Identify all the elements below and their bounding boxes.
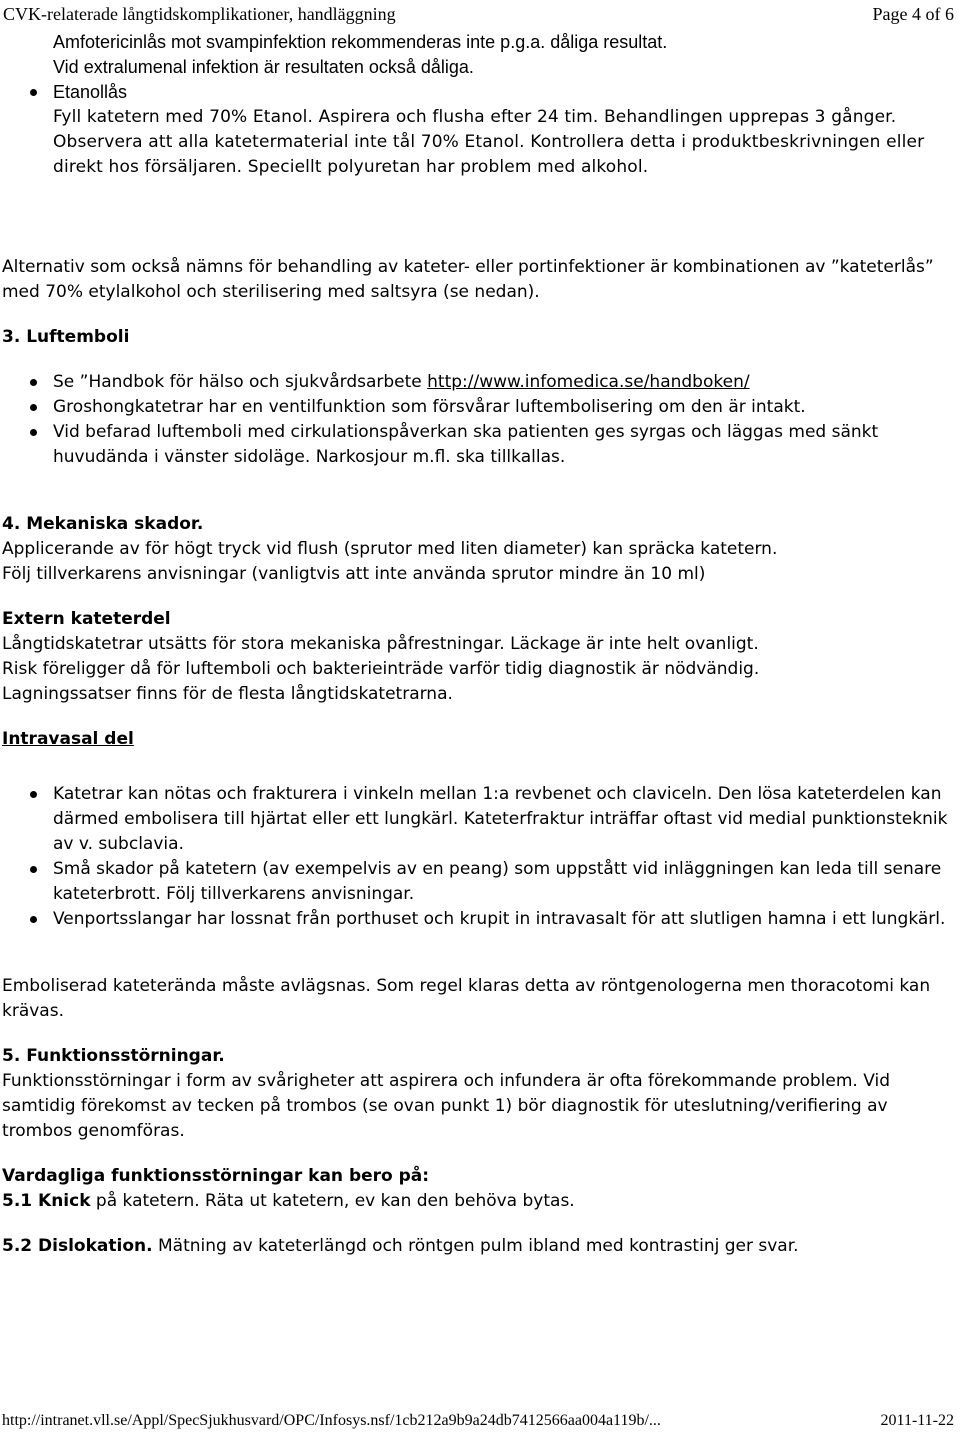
knick-paragraph [2,1189,958,1214]
dislokation-text: Mätning av kateterlängd och röntgen pulm ibland med kontrastinj ger svar. [152,1236,799,1256]
vardagliga-heading-text: Vardagliga funktionsstörningar kan bero på: [2,1166,430,1186]
infomedica-link[interactable]: http://www.infomedica.se/handboken/ [427,372,750,392]
footer-url[interactable]: http://intranet.vll.se/Appl/SpecSjukhusvard/OPC/Infosys.nsf/1cb212a9b9a24db7412566aa004a119b/... [2,1412,661,1429]
list-item-sma-skador: Små skador på katetern (av exempelvis av en peang) som uppstått vid inläggningen kan leda till senare kateterbrott. Följ tillverkarens anvisningar. [2,857,958,907]
page-footer [2,1410,954,1432]
etanollas-title: Etanollås [53,82,128,102]
anvisningar-paragraph: Följ tillverkarens anvisningar (vanligtvis att inte använda sprutor mindre än 10 ml) [2,564,706,584]
top-continuation [2,30,958,180]
amfotericin-line: Amfotericinlås mot svampinfektion rekommenderas inte p.g.a. dåliga resultat. [53,32,668,52]
list-item-etanollas [2,80,958,180]
intravasal-heading [2,727,958,752]
extern-line-1: Långtidskatetrar utsätts för stora mekaniska påfrestningar. Läckage är inte helt ovanligt. [2,634,759,654]
list-item-groshong: Groshongkatetrar har en ventilfunktion som försvårar luftembolisering om den är intakt. [2,395,958,420]
intravasal-heading-text: Intravasal del [2,729,134,749]
section-3-heading [2,325,958,350]
section-5-heading [2,1044,958,1069]
list-item-fraktur: Katetrar kan nötas och frakturera i vinkeln mellan 1:a revbenet och claviceln. Den lösa kateterdelen kan därmed embolisera till hjärtat eller ett lungkärl. Kateterfraktur inträffar oftast vid medial punktionsteknik av v. subclavia. [2,782,958,857]
page-header [3,2,954,26]
knick-label: 5.1 Knick [2,1191,91,1211]
section-5-heading-text: 5. Funktionsstörningar. [2,1046,225,1066]
footer-date: 2011-11-22 [880,1412,954,1429]
funktion-paragraph: Funktionsstörningar i form av svårigheter att aspirera och infundera är ofta förekommande problem. Vid samtidig förekomst av tecken på trombos (se ovan punkt 1) bör diagnostik för uteslutning/verifiering av trombos genomföras. [2,1071,891,1141]
list-item-venport: Venportsslangar har lossnat från porthuset och krupit in intravasalt för att slutligen hamna i ett lungkärl. [2,907,958,932]
knick-text: på katetern. Räta ut katetern, ev kan den behöva bytas. [90,1191,575,1211]
list-item-cirkulation: Vid befarad luftemboli med cirkulationspåverkan ska patienten ges syrgas och läggas med sänkt huvudända i vänster sidoläge. Narkosjour m.fl. ska tillkallas. [2,420,958,470]
extern-heading-text: Extern kateterdel [2,609,171,629]
luftemboli-list [2,370,958,470]
extern-line-3: Lagningssatser finns för de flesta långtidskatetrarna. [2,684,453,704]
document-title: CVK-relaterade långtidskomplikationer, handläggning [3,4,396,24]
extern-line-2: Risk föreligger då för luftemboli och bakterieinträde varför tidig diagnostik är nödvändig. [2,659,760,679]
extern-heading [2,607,958,632]
list-item-handbok [2,370,958,395]
dislokation-label: 5.2 Dislokation. [2,1236,153,1256]
etanol-list [2,80,958,180]
vardagliga-heading [2,1164,958,1189]
main-body [2,255,958,1259]
section-3-heading-text: 3. Luftemboli [2,327,130,347]
section-4-heading [2,512,958,537]
page-number: Page 4 of 6 [872,4,954,24]
tryck-paragraph: Applicerande av för högt tryck vid flush (sprutor med liten diameter) kan spräcka katetern. [2,539,778,559]
extralumenal-line: Vid extralumenal infektion är resultaten också dåliga. [53,57,474,77]
alternativ-paragraph: Alternativ som också nämns för behandling av kateter- eller portinfektioner är kombinationen av ”kateterlås” med 70% etylalkohol och sterilisering med saltsyra (se nedan). [2,257,934,302]
emboliserad-paragraph: Emboliserad kateterända måste avlägsnas. Som regel klaras detta av röntgenologerna men thoracotomi kan krävas. [2,976,931,1021]
section-4-heading-text: 4. Mekaniska skador. [2,514,204,534]
intravasal-list [2,782,958,932]
handbok-text: Se ”Handbok för hälso och sjukvårdsarbete [53,372,428,392]
etanollas-text: Fyll katetern med 70% Etanol. Aspirera och flusha efter 24 tim. Behandlingen upprepas 3 gånger. Observera att alla katetermaterial inte tål 70% Etanol. Kontrollera detta i produktbeskrivningen eller direkt hos försäljaren. Speciellt polyuretan har problem med alkohol. [53,107,925,177]
dislokation-paragraph [2,1234,958,1259]
